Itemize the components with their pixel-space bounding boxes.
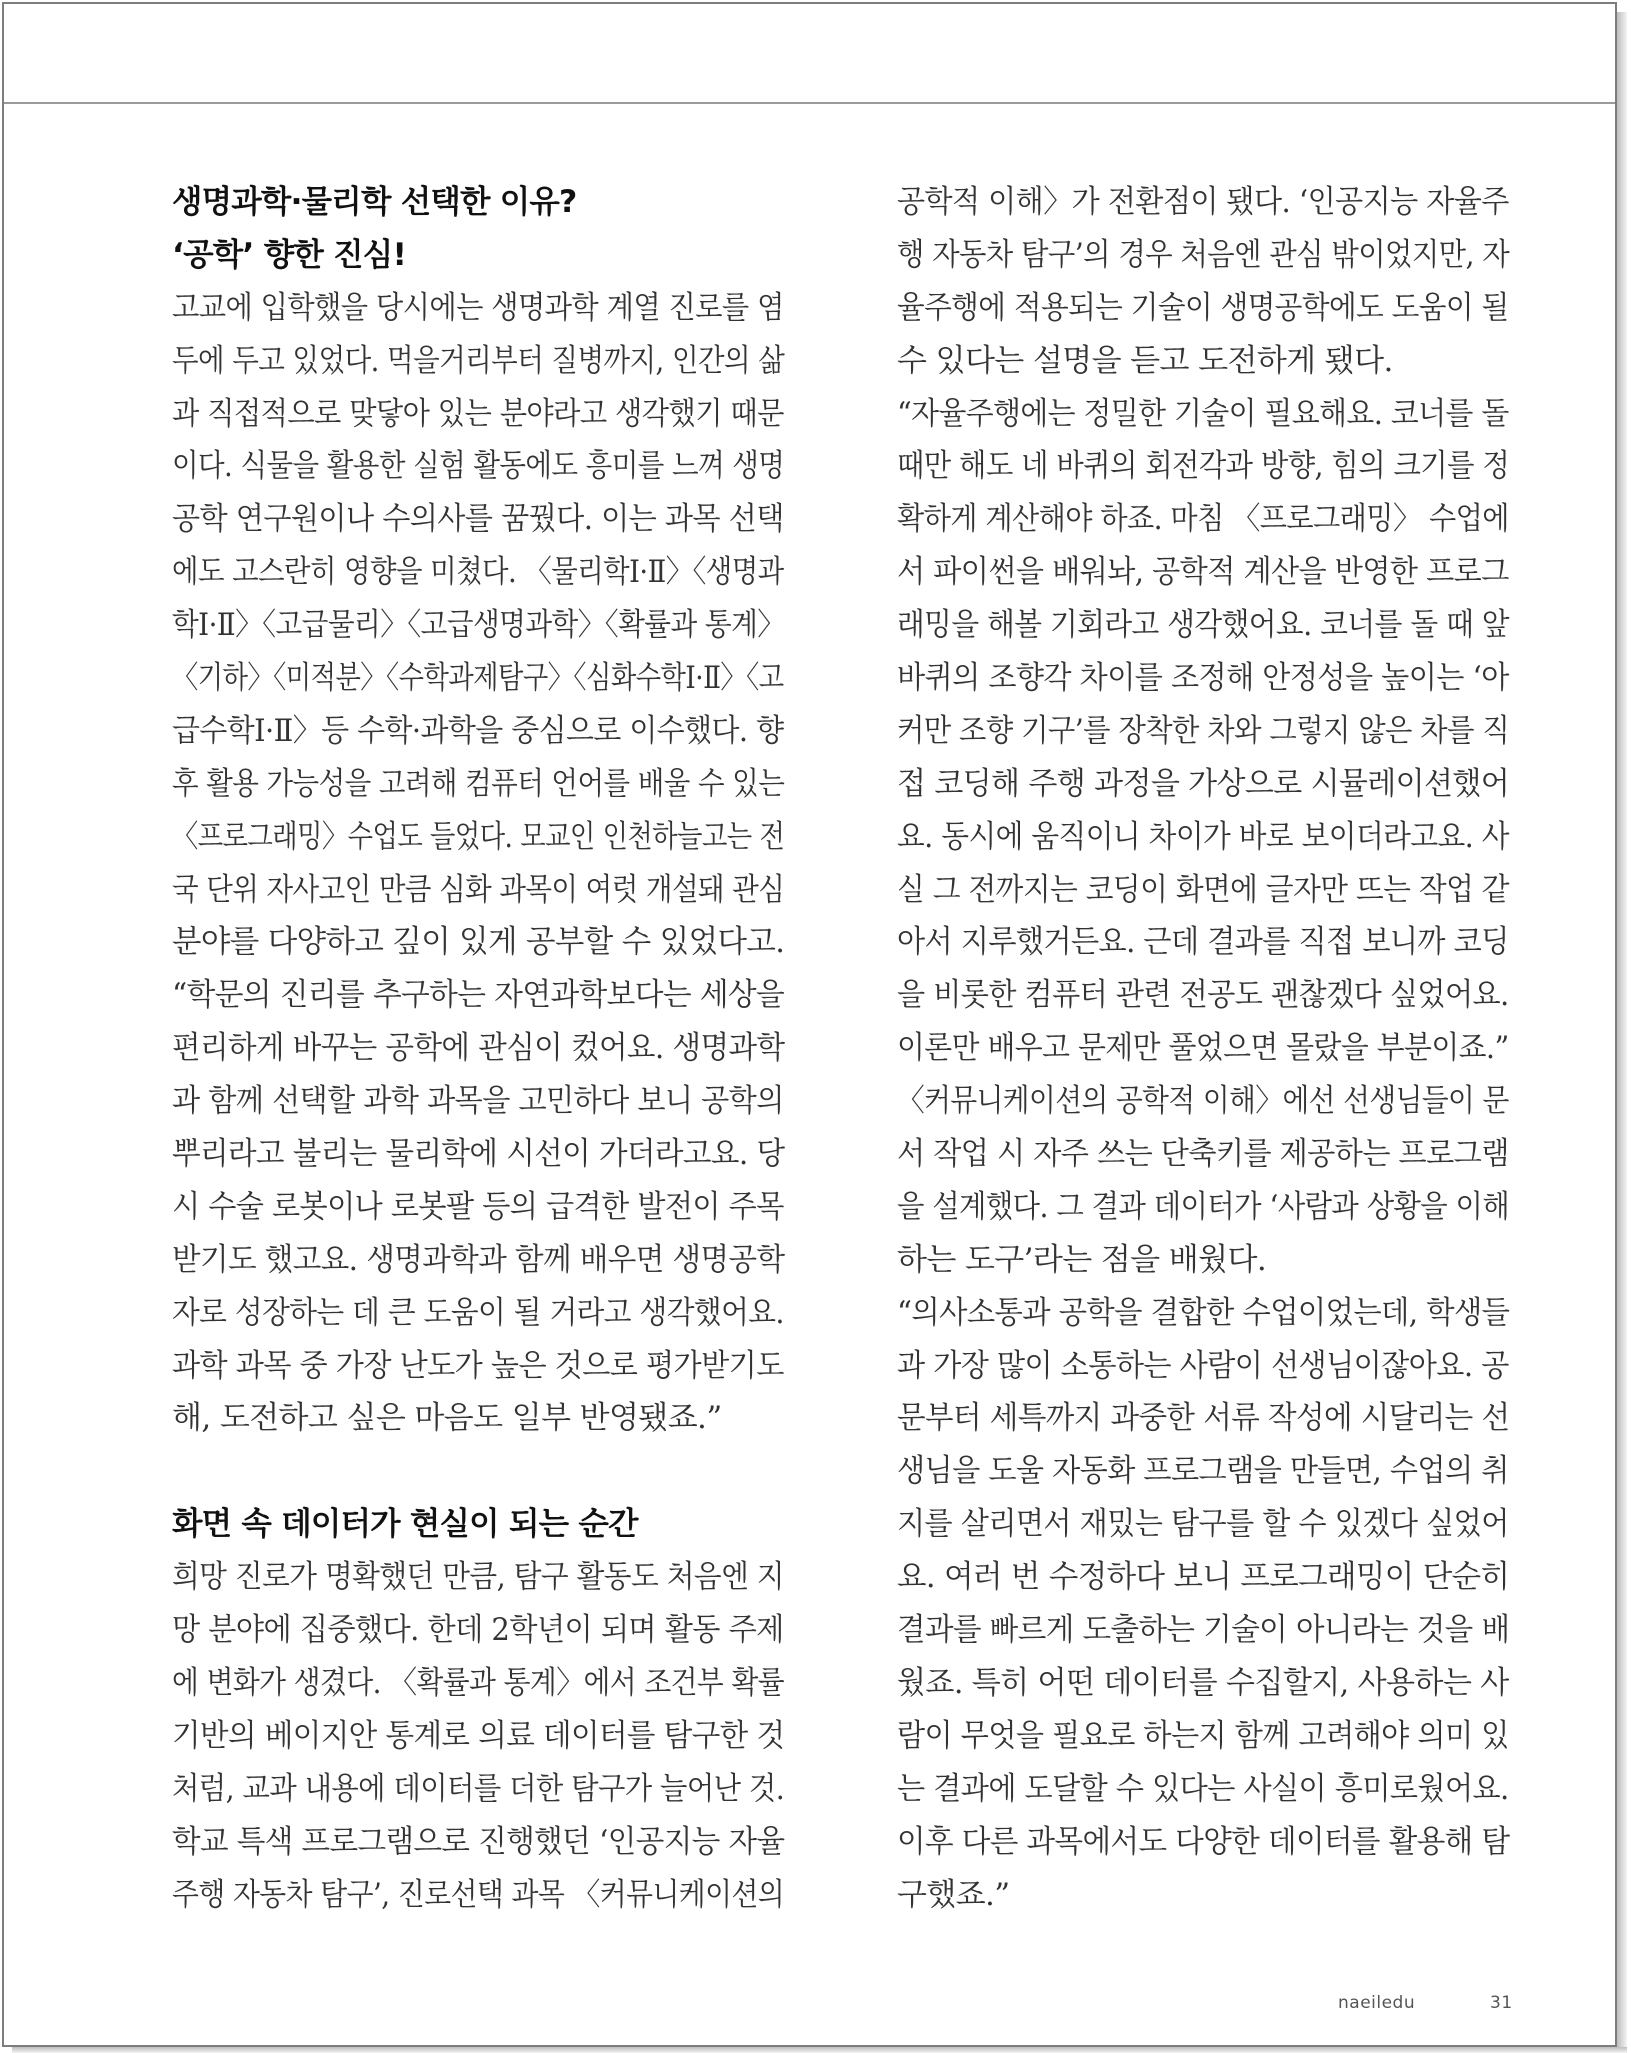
right-column bbox=[897, 176, 1509, 1921]
section-heading: 화면 속 데이터가 현실이 되는 순간 bbox=[172, 1506, 638, 1543]
text-line: 서 파이썬을 배워놔, 공학적 계산을 반영한 프로그 bbox=[897, 554, 1509, 591]
text-line: 이후 다른 과목에서도 다양한 데이터를 활용해 탐 bbox=[897, 1823, 1510, 1860]
text-line: 〈프로그래밍〉수업도 들었다. 모교인 인천하늘고는 전 bbox=[172, 818, 785, 855]
text-line: 주행 자동차 탐구’, 진로선택 과목 〈커뮤니케이션의 bbox=[172, 1876, 785, 1913]
text-line: 을 비롯한 컴퓨터 관련 전공도 괜찮겠다 싶었어요. bbox=[897, 977, 1509, 1014]
text-line: 문부터 세특까지 과중한 서류 작성에 시달리는 선 bbox=[897, 1400, 1510, 1437]
section-heading: 생명과학·물리학 선택한 이유? bbox=[172, 184, 577, 220]
text-line: 시 수술 로봇이나 로봇팔 등의 급격한 발전이 주목 bbox=[172, 1188, 784, 1225]
text-line: 결과를 빠르게 도출하는 기술이 아니라는 것을 배 bbox=[897, 1612, 1510, 1649]
text-line: 실 그 전까지는 코딩이 화면에 글자만 뜨는 작업 같 bbox=[897, 871, 1509, 908]
text-line: 수 있다는 설명을 듣고 도전하게 됐다. bbox=[897, 342, 1393, 379]
text-line: 에도 고스란히 영향을 미쳤다. 〈물리학Ⅰ·Ⅱ〉〈생명과 bbox=[172, 554, 784, 591]
text-line: “자율주행에는 정밀한 기술이 필요해요. 코너를 돌 bbox=[897, 395, 1509, 432]
header-divider bbox=[4, 102, 1615, 104]
text-line: 〈기하〉〈미적분〉〈수학과제탐구〉〈심화수학Ⅰ·Ⅱ〉〈고 bbox=[172, 660, 784, 697]
text-line: 망 분야에 집중했다. 한데 2학년이 되며 활동 주제 bbox=[172, 1612, 784, 1649]
left-column bbox=[172, 176, 784, 1921]
text-line: 뿌리라고 불리는 물리학에 시선이 가더라고요. 당 bbox=[172, 1136, 785, 1173]
text-line: 자로 성장하는 데 큰 도움이 될 거라고 생각했어요. bbox=[172, 1294, 784, 1331]
text-line: 을 설계했다. 그 결과 데이터가 ‘사람과 상황을 이해 bbox=[897, 1188, 1510, 1225]
text-line: 분야를 다양하고 깊이 있게 공부할 수 있었다고. bbox=[172, 924, 785, 961]
text-line: 접 코딩해 주행 과정을 가상으로 시뮬레이션했어 bbox=[897, 765, 1510, 802]
text-line: 과 함께 선택할 과학 과목을 고민하다 보니 공학의 bbox=[172, 1083, 784, 1120]
text-line: 과 가장 많이 소통하는 사람이 선생님이잖아요. 공 bbox=[897, 1347, 1509, 1384]
text-line: 구했죠.” bbox=[897, 1876, 1010, 1913]
text-line: 기반의 베이지안 통계로 의료 데이터를 탐구한 것 bbox=[172, 1717, 785, 1754]
text-line: 후 활용 가능성을 고려해 컴퓨터 언어를 배울 수 있는 bbox=[172, 765, 785, 802]
text-line: 아서 지루했거든요. 근데 결과를 직접 보니까 코딩 bbox=[897, 924, 1509, 961]
page-number: 31 bbox=[1490, 1993, 1513, 2013]
text-line: 과 직접적으로 맞닿아 있는 분야라고 생각했기 때문 bbox=[172, 395, 784, 432]
text-line: 서 작업 시 자주 쓰는 단축키를 제공하는 프로그램 bbox=[897, 1136, 1509, 1173]
page-shadow-bottom bbox=[12, 2047, 1627, 2053]
text-line: 래밍을 해볼 기회라고 생각했어요. 코너를 돌 때 앞 bbox=[897, 607, 1509, 644]
footer-brand: naeiledu bbox=[1338, 1993, 1416, 2013]
text-line: 두에 두고 있었다. 먹을거리부터 질병까지, 인간의 삶 bbox=[172, 342, 785, 379]
text-line: 커만 조향 기구’를 장착한 차와 그렇지 않은 차를 직 bbox=[897, 712, 1510, 749]
text-line: 이론만 배우고 문제만 풀었으면 몰랐을 부분이죠.” bbox=[897, 1030, 1509, 1067]
text-line: 확하게 계산해야 하죠. 마침 〈프로그래밍〉 수업에 bbox=[897, 501, 1509, 538]
text-line: 편리하게 바꾸는 공학에 관심이 컸어요. 생명과학 bbox=[172, 1030, 785, 1067]
text-line: 바퀴의 조향각 차이를 조정해 안정성을 높이는 ‘아 bbox=[897, 660, 1509, 697]
text-line: 람이 무엇을 필요로 하는지 함께 고려해야 의미 있 bbox=[897, 1717, 1509, 1754]
text-line: 공학 연구원이나 수의사를 꿈꿨다. 이는 과목 선택 bbox=[172, 501, 784, 538]
text-line: 지를 살리면서 재밌는 탐구를 할 수 있겠다 싶었어 bbox=[897, 1506, 1509, 1543]
text-line: 이다. 식물을 활용한 실험 활동에도 흥미를 느껴 생명 bbox=[172, 448, 785, 485]
text-line: 학Ⅰ·Ⅱ〉〈고급물리〉〈고급생명과학〉〈확률과 통계〉 bbox=[172, 607, 785, 644]
text-line: 과학 과목 중 가장 난도가 높은 것으로 평가받기도 bbox=[172, 1347, 784, 1384]
text-line: 급수학Ⅰ·Ⅱ〉등 수학·과학을 중심으로 이수했다. 향 bbox=[172, 712, 784, 749]
text-line: 처럼, 교과 내용에 데이터를 더한 탐구가 늘어난 것. bbox=[172, 1770, 785, 1807]
text-line: 학교 특색 프로그램으로 진행했던 ‘인공지능 자율 bbox=[172, 1823, 785, 1860]
section-heading: ‘공학’ 향한 진심! bbox=[172, 236, 407, 273]
text-line: 하는 도구’라는 점을 배웠다. bbox=[897, 1241, 1267, 1278]
text-line: 에 변화가 생겼다. 〈확률과 통계〉에서 조건부 확률 bbox=[172, 1664, 785, 1701]
text-line: 웠죠. 특히 어떤 데이터를 수집할지, 사용하는 사 bbox=[897, 1664, 1509, 1701]
text-line: 행 자동차 탐구’의 경우 처음엔 관심 밖이었지만, 자 bbox=[897, 236, 1510, 273]
text-line: 요. 동시에 움직이니 차이가 바로 보이더라고요. 사 bbox=[897, 818, 1509, 855]
text-line: 는 결과에 도달할 수 있다는 사실이 흥미로웠어요. bbox=[897, 1770, 1509, 1807]
text-line: 해, 도전하고 싶은 마음도 일부 반영됐죠.” bbox=[172, 1400, 722, 1437]
text-line: 희망 진로가 명확했던 만큼, 탐구 활동도 처음엔 지 bbox=[172, 1559, 784, 1596]
text-line: 요. 여러 번 수정하다 보니 프로그래밍이 단순히 bbox=[897, 1559, 1510, 1596]
text-line: 생님을 도울 자동화 프로그램을 만들면, 수업의 취 bbox=[897, 1453, 1509, 1490]
text-line: “의사소통과 공학을 결합한 수업이었는데, 학생들 bbox=[897, 1294, 1510, 1331]
paragraph-spacer bbox=[172, 1445, 784, 1498]
text-line: 때만 해도 네 바퀴의 회전각과 방향, 힘의 크기를 정 bbox=[897, 448, 1510, 485]
text-line: 〈커뮤니케이션의 공학적 이해〉에선 선생님들이 문 bbox=[897, 1083, 1509, 1120]
text-line: “학문의 진리를 추구하는 자연과학보다는 세상을 bbox=[172, 977, 785, 1014]
page-shadow-right bbox=[1617, 12, 1627, 2048]
text-line: 율주행에 적용되는 기술이 생명공학에도 도움이 될 bbox=[897, 289, 1509, 326]
text-line: 고교에 입학했을 당시에는 생명과학 계열 진로를 염 bbox=[172, 289, 784, 326]
text-line: 국 단위 자사고인 만큼 심화 과목이 여럿 개설돼 관심 bbox=[172, 871, 785, 908]
text-line: 받기도 했고요. 생명과학과 함께 배우면 생명공학 bbox=[172, 1241, 785, 1278]
text-line: 공학적 이해〉가 전환점이 됐다. ‘인공지능 자율주 bbox=[897, 184, 1509, 220]
